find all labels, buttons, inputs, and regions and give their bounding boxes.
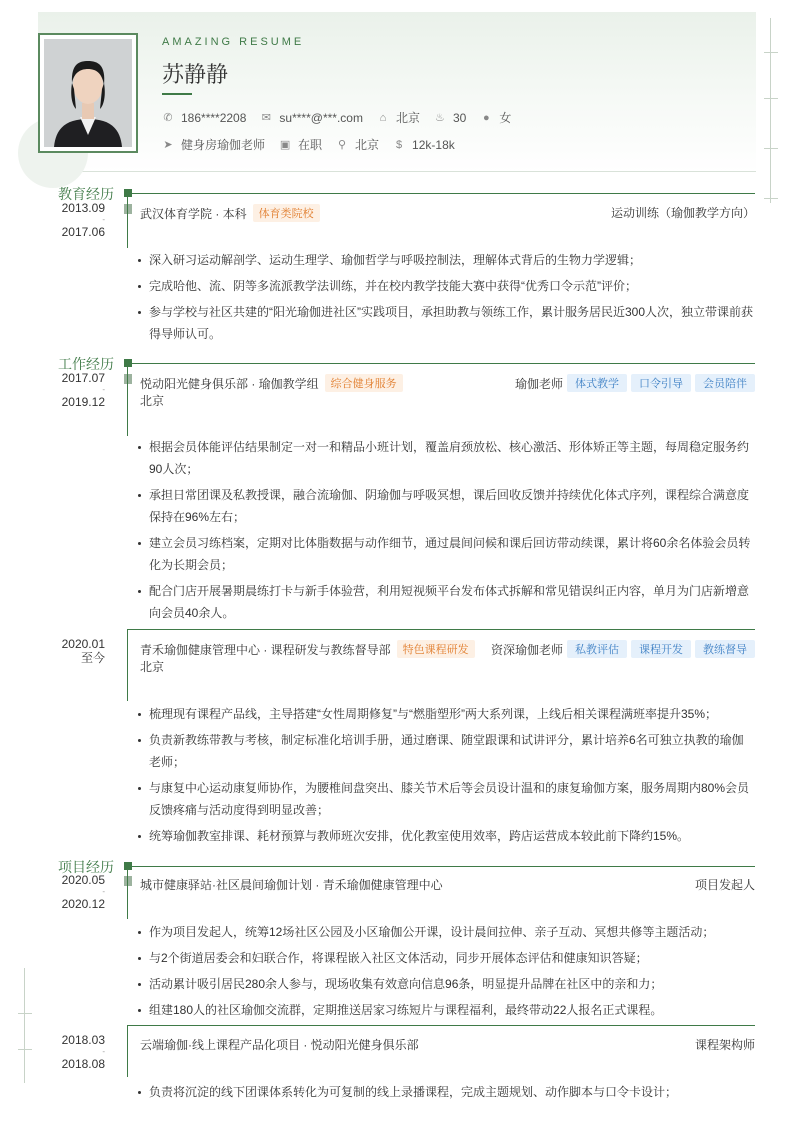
gender-value: 女 — [499, 111, 512, 125]
org-tag: 体育类院校 — [253, 204, 320, 222]
salary-value: 12k-18k — [412, 137, 455, 152]
contact-row — [162, 109, 525, 126]
timeline-line — [127, 629, 128, 701]
timeline-line — [127, 364, 128, 436]
decorative-tick — [18, 1049, 32, 1050]
entry-date: 2020.05 - 2020.12 — [61, 873, 105, 911]
skill-tag: 会员陪伴 — [695, 374, 755, 392]
list-item: 活动累计吸引居民280余人参与，现场收集有效意向信息96条，明显提升品牌在社区中的亲和力； — [138, 973, 755, 995]
entry-marker — [124, 374, 132, 384]
entry-date: 2017.07 - 2019.12 — [61, 371, 105, 409]
section-line — [128, 866, 755, 867]
list-item: 深入研习运动解剖学、运动生理学、瑜伽哲学与呼吸控制法，理解体式背后的生物力学逻辑； — [138, 249, 755, 271]
list-item: 承担日常团课及私教授课，融合流瑜伽、阴瑜伽与呼吸冥想，课后回收反馈并持续优化体式序列，课程综合满意度保持在96%左右； — [138, 484, 755, 528]
mail-icon: ✉ — [261, 111, 272, 124]
decorative-line-right — [770, 18, 771, 203]
list-item: 组建180人的社区瑜伽交流群，定期推送居家习练短片与课程福利，最终带动22人报名正式课程。 — [138, 999, 755, 1021]
decorative-line-left — [24, 968, 25, 1083]
timeline-line — [127, 1025, 128, 1077]
timeline-line — [127, 867, 128, 919]
work-bullets — [138, 436, 755, 628]
location-pin-icon: ⚲ — [338, 138, 347, 151]
send-icon: ➤ — [163, 138, 173, 151]
home-icon: ⌂ — [379, 111, 387, 124]
decorative-tick — [764, 52, 778, 53]
target-city-value: 北京 — [355, 138, 380, 152]
list-item: 梳理现有课程产品线，主导搭建“女性周期修复”与“燃脂塑形”两大系列课，上线后相关课程满班率提升35%； — [138, 703, 755, 725]
section-marker — [124, 359, 132, 367]
entry-marker — [124, 204, 132, 214]
list-item: 负责新教练带教与考核，制定标准化培训手册，通过磨课、随堂跟课和试讲评分，累计培养6名可独立执教的瑜伽老师； — [138, 729, 755, 773]
phone-value: 186****2208 — [181, 110, 247, 125]
list-item: 负责将沉淀的线下团课体系转化为可复制的线上录播课程，完成主题规划、动作脚本与口令卡设计； — [138, 1081, 755, 1103]
project-name: 城市健康驿站·社区晨间瑜伽计划 · 青禾瑜伽健康管理中心 — [140, 878, 443, 892]
money-icon: $ — [395, 138, 403, 151]
entry-date: 2013.09 - 2017.06 — [61, 201, 105, 239]
work-org: 悦动阳光健身俱乐部 · 瑜伽教学组 综合健身服务 — [140, 374, 403, 392]
section-title-project: 项目经历 — [58, 859, 114, 875]
timeline-line — [127, 194, 128, 248]
name-underline — [162, 93, 192, 95]
work-location: 北京 — [140, 394, 165, 408]
section-marker — [124, 862, 132, 870]
list-item: 建立会员习练档案，定期对比体脂数据与动作细节，通过晨间问候和课后回访带动续课，累计将60余名体验会员转化为长期会员； — [138, 532, 755, 576]
list-item: 参与学校与社区共建的“阳光瑜伽进社区”实践项目，承担助教与领练工作，累计服务居民近300人次，独立带课前获得导师认可。 — [138, 301, 755, 345]
list-item: 与2个街道居委会和妇联合作，将课程嵌入社区文体活动，同步开展体态评估和健康知识答疑； — [138, 947, 755, 969]
work-bullets — [138, 703, 755, 851]
list-item: 根据会员体能评估结果制定一对一和精品小班计划，覆盖肩颈放松、核心激活、形体矫正等主题，每周稳定服务约90人次； — [138, 436, 755, 480]
skill-tag: 教练督导 — [695, 640, 755, 658]
skill-tag: 体式教学 — [567, 374, 627, 392]
section-line — [128, 363, 755, 364]
decorative-tick — [764, 98, 778, 99]
project-role: 课程架构师 — [694, 1038, 755, 1052]
header-divider — [38, 171, 756, 172]
email-value: su****@***.com — [279, 110, 363, 125]
gender-icon: ● — [483, 111, 490, 124]
education-major: 运动训练（瑜伽教学方向） — [610, 206, 755, 220]
org-tag: 综合健身服务 — [325, 374, 403, 392]
org-tag: 特色课程研发 — [397, 640, 475, 658]
skill-tag: 课程开发 — [631, 640, 691, 658]
list-item: 作为项目发起人，统筹12场社区公园及小区瑜伽公开课，设计晨间拉伸、亲子互动、冥想共修等主题活动； — [138, 921, 755, 943]
section-title-education: 教育经历 — [58, 186, 114, 202]
entry-line — [128, 1025, 755, 1026]
work-location: 北京 — [140, 660, 165, 674]
list-item: 完成哈他、流、阴等多流派教学法训练，并在校内教学技能大赛中获得“优秀口令示范”评价； — [138, 275, 755, 297]
brand-label: AMAZING RESUME — [162, 36, 305, 48]
intention-row — [162, 136, 469, 153]
skill-tag: 私教评估 — [567, 640, 627, 658]
job-target-value: 健身房瑜伽老师 — [181, 138, 266, 152]
work-org: 青禾瑜伽健康管理中心 · 课程研发与教练督导部 特色课程研发 — [140, 640, 475, 658]
cake-icon: ♨ — [435, 111, 445, 124]
candidate-name: 苏静静 — [162, 62, 229, 87]
list-item: 统筹瑜伽教室排课、耗材预算与教师班次安排，优化教室使用效率，跨店运营成本较此前下降约15%。 — [138, 825, 755, 847]
work-role: 瑜伽老师 体式教学 口令引导 会员陪伴 — [515, 374, 755, 392]
section-title-work: 工作经历 — [58, 356, 114, 372]
person-portrait-icon — [44, 39, 132, 147]
decorative-tick — [764, 148, 778, 149]
work-role: 资深瑜伽老师 私教评估 课程开发 教练督导 — [491, 640, 755, 658]
avatar-photo — [44, 39, 132, 147]
entry-date: 2018.03 - 2018.08 — [61, 1033, 105, 1071]
project-name: 云端瑜伽·线上课程产品化项目 · 悦动阳光健身俱乐部 — [140, 1038, 419, 1052]
education-bullets — [138, 249, 755, 349]
phone-icon: ✆ — [163, 111, 173, 124]
status-value: 在职 — [298, 138, 323, 152]
project-bullets — [138, 1081, 755, 1107]
education-org: 武汉体育学院 · 本科 体育类院校 — [140, 204, 320, 222]
entry-line — [128, 629, 755, 630]
project-bullets — [138, 921, 755, 1025]
project-role: 项目发起人 — [694, 878, 755, 892]
section-line — [128, 193, 755, 194]
decorative-tick — [18, 1013, 32, 1014]
section-marker — [124, 189, 132, 197]
age-value: 30 — [452, 110, 467, 125]
list-item: 与康复中心运动康复师协作，为腰椎间盘突出、膝关节术后等会员设计温和的康复瑜伽方案，服务周期内80%会员反馈疼痛与活动度得到明显改善； — [138, 777, 755, 821]
list-item: 配合门店开展暑期晨练打卡与新手体验营，利用短视频平台发布体式拆解和常见错误纠正内容，单月为门店新增意向会员40余人。 — [138, 580, 755, 624]
decorative-tick — [764, 198, 778, 199]
entry-marker — [124, 876, 132, 886]
entry-date: 2020.01 至今 — [61, 637, 105, 665]
avatar — [38, 33, 138, 153]
city-value: 北京 — [395, 111, 420, 125]
briefcase-icon: ▣ — [279, 138, 291, 151]
skill-tag: 口令引导 — [631, 374, 691, 392]
